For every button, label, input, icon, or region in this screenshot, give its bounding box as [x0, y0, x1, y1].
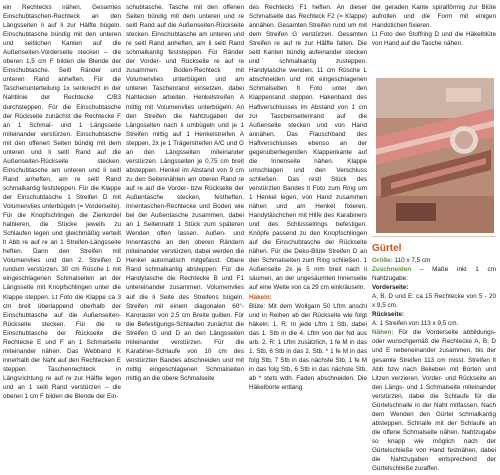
divider	[372, 236, 496, 237]
sew-line	[372, 328, 496, 472]
size-value: 110 x 7,5 cm	[394, 257, 431, 264]
crochet-heading: Häkeln:	[249, 293, 272, 301]
text-column-1	[3, 3, 121, 473]
column-4-text-2: Lt Foto den Stoffring D und die Häkelblüte von Hand auf die Tasche nähen.	[372, 31, 496, 48]
sew-value: Für die Vorderseite abbildungs- oder wunschgemäß die Rechtecke A, B, D und E nebeneinander zusammen, bis der gesamte Streifen 113 cm misst. Streifen lt Abb bzw nach Belieben mit Borten und Litzen verzieren. Vorder- und Rückseite an den Längs- und 1 Schmalseite miteinander verstürzen, dabei die Schlaufe für die Gürtelschnalle in der Naht mitfassen. Nach dem Wenden den Gürtel schmalkantig absteppen. Schnalle mit der Schlaufe an die offene Schmalseite nähen. Nahtzugabe so knapp wie möglich nach der Gürtelschließe von Hand festnähen, dabei die Nahtzugaben entsprechend der Gürtelschließe zuraffen.	[372, 329, 496, 472]
column-3-text: des Rechtecks F1 heften. An dieser Schmalseite das Rechteck F2 (= Klappe) annähen. Gesamten Streifen rund um mit dem Streifen G verstürzen. Gesamten Streifen re auf re zur Hälfte falten. Die seitl Kanten bündig aufeinander stecken und schmalkantig zusteppen. Handytasche wenden. 11 cm Rüsche L abschneiden und mit eingeschlagenen Schmalseiten lt Foto unter den Klappenrand steppen. Hakenband des Haftverschlusses im Abstand von 1 cm zur Taschenseitenrand auf die Außenseite stecken und von Hand annähen. Das Flauschband des Haftverschlusses ebenso an der gegenüberliegenden Klappenkante auf die Innenseite nähen. Klappe umschlagen und den Verschluss schließen. Das restl Stück des verstürzten Bandes lt Foto zum Ring um 1 Henkel legen, von Hand zusammen nähen und am Henkel fixieren. Handytäschchen mit Hilfe des Karabiners und des Schlüsselrings befestigen. Knöpfe passend zu den Knopfschlingen auf die Einschubtasche der Rückseite nähen. Für die Deko-Blüte Streifen D an den Schmalseiten zum Ring schließen. 1 Außenseite 2x je 5 mm breit nach li säumen, an der ungesäumten Innenseite auf eine Weite von ca 29 cm einkräuseln.	[249, 4, 367, 292]
cut-line	[372, 265, 496, 283]
belt-photo-image	[376, 78, 494, 233]
back-value: A: 1 Streifen von 113 x 9,5 cm.	[372, 320, 459, 328]
text-column-4-top	[372, 3, 496, 69]
size-label: Größe:	[372, 257, 393, 264]
size-line	[372, 256, 496, 265]
column-1-text: ein Rechtecks nähen. Gesamtes Einschubtaschen-Rechteck an den Längsseiten li auf li zur Hälfte bügeln. Einschubtasche bündig mit den unteren und seitlichen Kanten auf die Außenseiten-Vorderseite stecken – die oberen 1,5 cm F bilden die Blende der Einschubtasche. Seitl Ränder und unteren Rand anheften. Für die Taschenunterteilung 1x senkrecht in der Nahtlinie der Rechtecke C/B3 durchsteppen. Für die Einschubtasche der Rückseite zunächst die Rechtecke F an 1 Schmal- und 1 Längsseite miteinander verstürzen. Einschubtasche mit den offenen Seiten bündig mit dem unteren und li seitl Rand auf die Außenseiten-Rückseite stecken. Einschubtasche am unteren und li seitl Rand anheften, am re seitl Rand schmalkantig feststeppen. Für die Klappe der Einschubtasche 1 Streifen D mit Volumenvlies unterbügeln (= Vorderseite). Für die Knopfschlingen die Zierkordel halbieren, die Stücke jeweils zu Schlaufen legen und gleichmäßig verteilt lt Abb re auf re an 1 Streifen-Längsseite heften. Dann den Streifen mit Volumenvlies und den 2. Streifen D rundum verstürzen. 30 cm Rüsche L mit eingeschlagenen Schmalseiten an der Längsseite mit Knopfschlingen unter die Klappe steppen. Lt Foto die Klappe ca 3 cm breit überlappend oberhalb der Einschubtasche auf die Außenseiten-Rückseite stecken. Für die re Einschubtasche der Rückseite die Rechtecke E und F an 1 Schmalseite miteinander nähen. Das Webband K innerhalb der Naht auf den Rechtecken E steppen. Taschenrechteck in Längsrichtung re auf re zur Hälfte legen und an 1 seitl Rand verstürzen – die oberen 1 cm F bilden die Blende der Ein-	[3, 4, 121, 401]
column-4-text-1: der geraden Kante spiralförmig zur Blüte aufrollen und die Form mit einigen Handstichen fixieren.	[372, 4, 496, 30]
front-value: A, B, D und E: ca 15 Rechtecke von 5 - 20 x 9,5 cm.	[372, 293, 496, 310]
text-column-2	[126, 3, 244, 473]
sew-label: Nähen:	[372, 329, 394, 337]
crochet-text: Blüte: Mit dem Wollgarn 50 Lftm anschl und in Reihen ab der Rückseite wie folgt häkeln: 1. R: In jede Lftm 1 Stb, dabei das 1. Stb in die 4. Lftm von der Nd aus arb. 2. R: 1 Lftm zusätzlich, 1 fe M in das 1. Stb, 6 Stb in das 2. Stb, * 1 fe M in das folg Stb, 7 Stb in das nächste Stb, 1 fe M in das folg Stb, 6 Stb in das nächste Stb, ab * stets wdh. Faden abschneiden. Die Häkelborte entlang	[249, 302, 367, 391]
belt-section	[372, 240, 496, 472]
cut-value: – Maße inkl 1 cm Nahtzugabe:	[372, 266, 496, 283]
column-2-text: schubtasche. Tasche mit den offenen Seiten bündig mit dem unteren und re seitl Rand auf die Außenseiten-Rückseite stecken. Einschubtasche am unteren und re seitl Rand anheften, am li seitl Rand schmalkantig feststeppen. Für Ränder der Vorder- und Rückseite re auf re zusammen. Boden-Rechteck mit Volumenvlies unterbügeln und am unteren Taschenrand einsetzen, dabei Nahtecken arbeiten. Henkelstreifen A mittig mit Volumenvlies unterbügeln. An den Streifen die Nahtzugaben der Längsseiten nach li umbügeln und je 1 Streifen mittig auf 1 Henkelstreifen A steppen, 2x je 1 Trägerstreifen A/C und G an den Längsseiten miteinander verstürzen. Längsseiten je 0,75 cm breit absteppen. Henkel im Abstand von 9 cm zu den Seitennähten am oberen Rand re auf re auf die Vorder- bzw Rückseite der Außentasche stecken, festheften. Innentaschen-Rechtecke und Boden wie bei der Außentasche zusammen, dabei an 1 Seitennaht 1 Stück zum späteren Wenden offen lassen. Außen- und Innentasche an den oberen Rändern miteinander verstürzen, dabei werden die Henkel automatisch mitgefasst. Obere Rand schmalkantig absteppen. Für die Handytasche die Rechtecke B und F1 untereinander zusammen. Volumenvlies auf die li Seite des Streifens bügeln. Streifen mit einem diagonalen 60°-Karoraster von 2,5 cm Breite quilten. Für die Befestigungs-Schlaufen zunächst die Streifen G und D an den Längsseiten miteinander verstürzen. Für die Karabiner-Schlaufe von 10 cm des verstürzten Bandes abschneiden und mit mittig eingeschlagenen Schmalseiten mittig an die obere Schmalseite	[126, 4, 244, 382]
belt-photo	[376, 78, 494, 233]
front-label: Vorderseite:	[372, 284, 409, 292]
cut-label: Zuschneiden	[372, 266, 412, 274]
text-column-3	[249, 3, 367, 473]
section-title: Gürtel	[372, 243, 402, 254]
back-label: Rückseite:	[372, 311, 405, 319]
